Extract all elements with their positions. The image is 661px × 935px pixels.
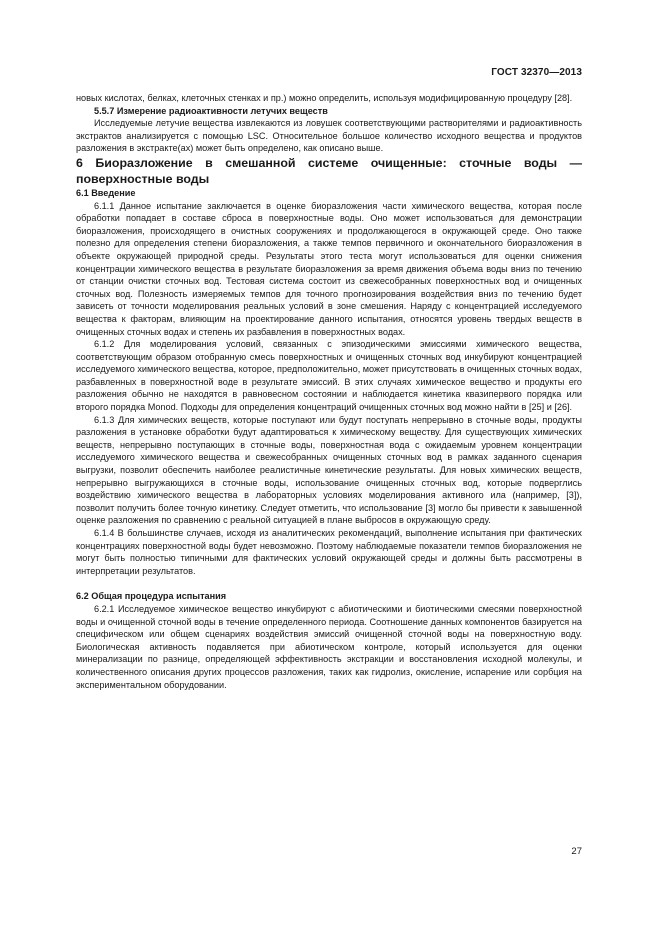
paragraph-5-5-7: Исследуемые летучие вещества извлекаются из ловушек соответствующими растворителями и радиоактивность экстрактов анализируется с помощью LSC. Относительное большое количество исходного вещества и продуктов разложения в экстракте(ах) может быть определено, как описано выше. (76, 118, 582, 154)
subsection-title-6-2: 6.2 Общая процедура испытания (76, 591, 227, 602)
subsection-title-6-1: 6.1 Введение (76, 187, 136, 198)
subsection-title-5-5-7: 5.5.7 Измерение радиоактивности летучих веществ (94, 105, 328, 116)
standard-number: ГОСТ 32370—2013 (491, 67, 582, 78)
paragraph-6-1-4: 6.1.4 В большинстве случаев, исходя из аналитических рекомендаций, выполнение испытания при фактических концентрациях поверхностной воды будет невозможно. Поэтому наблюдаемые показатели темпов биоразложения не могут быть полностью типичными для фактических условий окружающей среды и должны быть рассмотрены в интерпретации результатов. (76, 528, 582, 576)
paragraph-6-1-2: 6.1.2 Для моделирования условий, связанных с эпизодическими эмиссиями химического вещества, соответствующим образом отобранную смесь поверхностных и очищенных сточных вод инкубируют концентрацией исследуемого химического вещества, которое, предположительно, может присутствовать в очищенных сточных водах, разбавленных в поверхностной воде в результате эмиссий. В этих случаях химическое вещество и продукты его разложения обычно не находятся в равновесном состоянии и наблюдается кинетика квазипервого порядка или второго порядка Monod. Подходы для определения концентраций очищенных сточных вод можно найти в [25] и [26]. (76, 339, 582, 413)
page-content (76, 92, 582, 691)
continued-paragraph: новых кислотах, белках, клеточных стенках и пр.) можно определить, используя модифицированную процедуру [28]. (76, 93, 573, 103)
paragraph-6-2-1: 6.2.1 Исследуемое химическое вещество инкубируют с абиотическими и биотическими смесями поверхностной воды и очищенной сточной воды в течение определенного периода. Соотношение данных компонентов базируется на специфическом или общем сценариях воздействия эмиссий очищенной сточной воды на поверхностную воду. Биологическая активность подавляется при абиотическом контроле, который используется для оценки минерализации по разнице, определяющей эффективность экстракции и восстановления исходной молекулы, и количественного описания других процессов разложения, таких как гидролиз, окисление, испарение или сорбция на экспериментальном оборудовании. (76, 603, 582, 690)
section-title-6: 6 Биоразложение в смешанной системе очищенные: сточные воды — поверхностные воды (76, 155, 582, 186)
document-header (491, 67, 582, 78)
page-number: 27 (571, 846, 582, 857)
paragraph-6-1-1: 6.1.1 Данное испытание заключается в оценке биоразложения части химического вещества, которая после обработки попадает в составе сброса в поверхностные воды. Оно может использоваться для демонстрации биоразложения, происходящего в очистных сооружениях и продолжающегося в окружающей среде. Оно также полезно для определения степени биоразложения, а также темпов первичного и окончательного биоразложения в объекте окружающей природной среды. Результаты этого теста могут использоваться для оценки снижения концентрации химического вещества в результате биоразложения за время движения объема воды вниз по течению от станции очистки сточных вод. Тестовая система состоит из свежесобранных поверхностных вод и очищенных сточных вод. Полезность измеряемых темпов для точного прогнозирования воздействия вниз по течению будет зависеть от точности моделирования реальных условий в зоне смешения. Наряду с концентрацией исследуемого вещества к факторам, влияющим на проектирование данного испытания, относятся уровень твердых веществ в очищенных сточных водах и степень их разбавления в поверхностных водах. (76, 200, 582, 337)
paragraph-6-1-3: 6.1.3 Для химических веществ, которые поступают или будут поступать непрерывно в сточные воды, продукты разложения в установке обработки будут адаптироваться к химическому веществу. Для существующих химических веществ, непрерывно поступающих в сточные воды, поверхностная вода с ожидаемым уровнем концентрации исследуемого химического вещества и свежесобранных очищенных сточных вод в рамках заданного сценария выгрузки, позволит обеспечить наиболее реалистичные кинетические результаты. Для новых химических веществ, непрерывно выгружающихся в сточные воды, использование очищенных сточных вод, которые подверглись воздействию химического вещества в лабораторных условиях моделирования активного ила (например, [3]), позволит получить более точную кинетику. Следует отметить, что использование [3] могло бы привести к завышенной оценке разложения по сравнению с реальной ситуацией в плане выбросов в окружающую среду. (76, 414, 582, 526)
